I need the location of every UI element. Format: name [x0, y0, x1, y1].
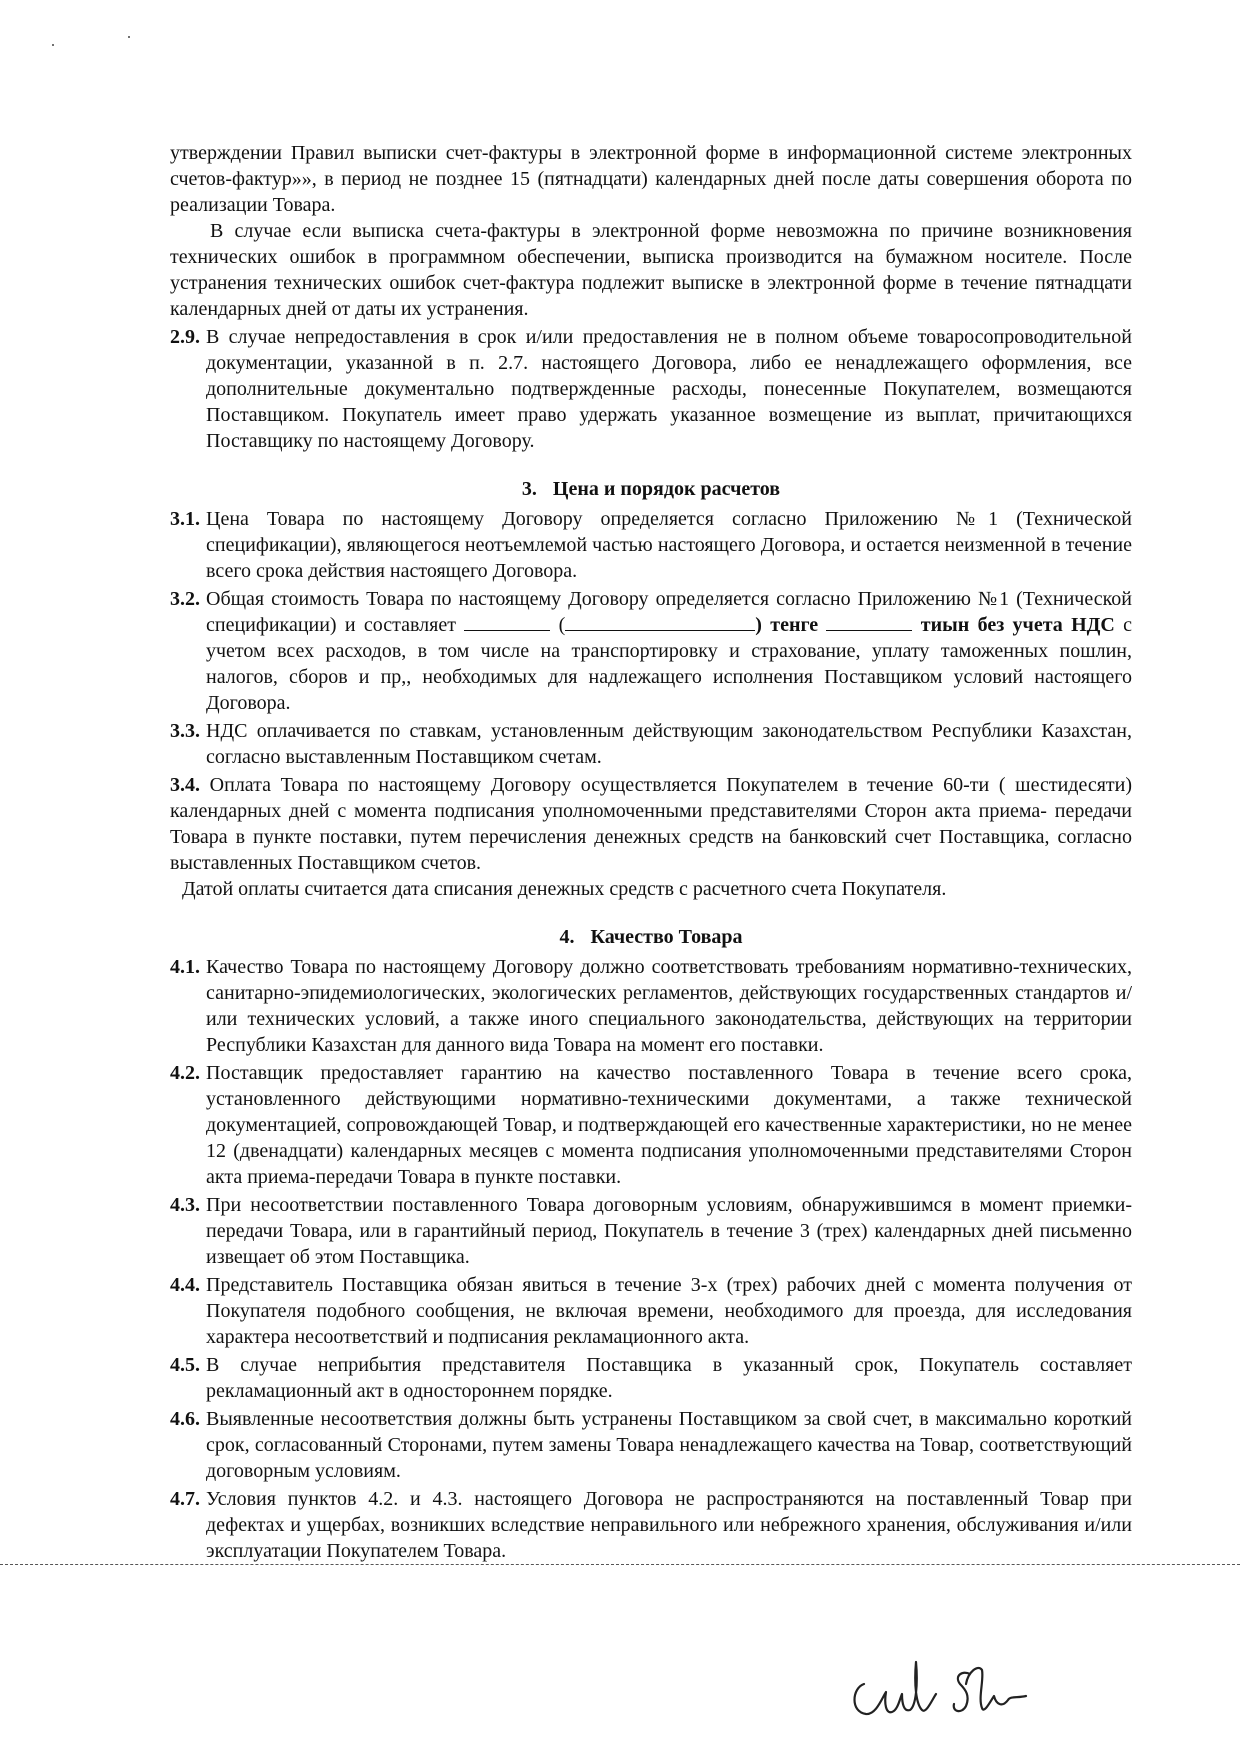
clause-text: Качество Товара по настоящему Договору должно соответствовать требованиям нормативно-технических, санитарно-эпидемиологических, экологических регламентов, действующих государственных стандартов и/или технических условий, а также иного специального законодательства, действующих на территории Республики Казахстан для данного вида Товара на момент его поставки. — [206, 956, 1132, 1056]
clause-text: Поставщик предоставляет гарантию на качество поставленного Товара в течение всего срока, установленного действующими нормативно-техническими документами, а также технической документацией, сопровождающей Товар, и подтверждающей его качественные характеристики, но не менее 12 (двенадцати) календарных месяцев с момента подписания уполномоченными представителями Сторон акта приема-передачи Товара в пункте поставки. — [206, 1062, 1132, 1188]
intro-paragraph-2: В случае если выписка счета-фактуры в электронной форме невозможна по причине возникновения технических ошибок в программном обеспечении, выписка производится на бумажном носителе. После устранения технических ошибок счет-фактура подлежит выписке в электронной форме в течение пятнадцати календарных дней от даты их устранения. — [170, 220, 1132, 320]
clause-number: 3.3. — [170, 720, 200, 742]
clause-4-2 — [170, 1060, 1132, 1190]
clause-3-3 — [170, 718, 1132, 770]
clause-number: 4.1. — [170, 956, 200, 978]
clause-3-1 — [170, 506, 1132, 584]
clause-number: 4.7. — [170, 1488, 200, 1510]
clause-number: 4.5. — [170, 1354, 200, 1376]
clause-number: 4.3. — [170, 1194, 200, 1216]
clause-4-7 — [170, 1486, 1132, 1564]
section-4-heading — [170, 924, 1132, 950]
clause-text: При несоответствии поставленного Товара договорным условиям, обнаружившимся в момент приемки-передачи Товара, или в гарантийный период, Покупатель в течение 3 (трех) календарных дней письменно извещает об этом Поставщика. — [206, 1194, 1132, 1268]
clause-number: 4.4. — [170, 1274, 200, 1296]
clause-text: Представитель Поставщика обязан явиться в течение 3-х (трех) рабочих дней с момента получения от Покупателя подобного сообщения, не включая времени, необходимого для проезда, для исследования характера несоответствий и подписания рекламационного акта. — [206, 1274, 1132, 1348]
clause-text: В случае неприбытия представителя Поставщика в указанный срок, Покупатель составляет рекламационный акт в одностороннем порядке. — [206, 1354, 1132, 1402]
clause-3-2 — [170, 586, 1132, 716]
section-number: 4. — [559, 926, 575, 948]
clause-4-1 — [170, 954, 1132, 1058]
signature-initials — [842, 1654, 1042, 1724]
clause-3-4 — [170, 772, 1132, 876]
page-cut-line — [0, 1564, 1240, 1565]
section-3-heading — [170, 476, 1132, 502]
tenge-label: ) тенге — [755, 614, 819, 636]
clause-number: 4.2. — [170, 1062, 200, 1084]
amount-words-blank[interactable] — [565, 612, 755, 631]
section-number: 3. — [521, 478, 537, 500]
clause-text: Оплата Товара по настоящему Договору осуществляется Покупателем в течение 60-ти ( шестидесяти) календарных дней с момента подписания уполномоченными представителями Сторон акта приема- передачи Товара в пункте поставки, путем перечисления денежных средств на банковский счет Поставщика, согласно выставленных Поставщиком счетов. — [170, 774, 1133, 874]
clause-4-5 — [170, 1352, 1132, 1404]
open-paren: ( — [558, 614, 566, 636]
clause-4-6 — [170, 1406, 1132, 1484]
amount-blank[interactable] — [464, 612, 550, 631]
scan-speck — [52, 44, 54, 46]
scan-speck — [128, 36, 130, 38]
clause-text-before: Общая стоимость Товара по настоящему Договору определяется согласно Приложению №1 (Технической спецификации) и составляет — [206, 588, 1132, 636]
intro-paragraph-1: утверждении Правил выписки счет-фактуры в электронной форме в информационной системе электронных счетов-фактур»», в период не позднее 15 (пятнадцати) календарных дней после даты совершения оборота по реализации Товара. — [170, 142, 1132, 216]
clause-text: Условия пунктов 4.2. и 4.3. настоящего Договора не распространяются на поставленный Товар при дефектах и ущербах, возникших вследствие неправильного или небрежного хранения, обслуживания и/или эксплуатации Покупателем Товара. — [206, 1488, 1132, 1562]
clause-text: В случае непредоставления в срок и/или предоставления не в полном объеме товаросопроводительной документации, указанной в п. 2.7. настоящего Договора, либо ее ненадлежащего оформления, все дополнительные документально подтвержденные расходы, понесенные Покупателем, возмещаются Поставщиком. Покупатель имеет право удержать указанное возмещение из выплат, причитающихся Поставщику по настоящему Договору. — [206, 326, 1132, 452]
clause-text-after: с учетом всех расходов, в том числе на транспортировку и страхование, уплату таможенных пошлин, налогов, сборов и пр,, необходимых для надлежащего исполнения Поставщиком условий настоящего Договора. — [206, 614, 1133, 714]
clause-number: 3.1. — [170, 508, 200, 530]
clause-text: Цена Товара по настоящему Договору определяется согласно Приложению №1 (Технической спецификации), являющегося неотъемлемой частью настоящего Договора, и остается неизменной в течение всего срока действия настоящего Договора. — [206, 508, 1132, 582]
document-body — [170, 140, 1132, 1566]
clause-4-4 — [170, 1272, 1132, 1350]
clause-text: Выявленные несоответствия должны быть устранены Поставщиком за свой счет, в максимально короткий срок, согласованный Сторонами, путем замены Товара ненадлежащего качества на Товар, соответствующий договорным условиям. — [206, 1408, 1132, 1482]
section-title: Цена и порядок расчетов — [552, 478, 781, 500]
payment-date-note: Датой оплаты считается дата списания денежных средств с расчетного счета Покупателя. — [182, 878, 947, 900]
clause-number: 2.9. — [170, 326, 200, 348]
tiyn-blank[interactable] — [826, 612, 912, 631]
section-title: Качество Товара — [590, 926, 743, 948]
clause-number: 4.6. — [170, 1408, 200, 1430]
clause-number: 3.2. — [170, 588, 200, 610]
clause-text: НДС оплачивается по ставкам, установленным действующим законодательством Республики Казахстан, согласно выставленным Поставщиком счетам. — [206, 720, 1132, 768]
clause-2-9 — [170, 324, 1132, 454]
clause-number: 3.4. — [170, 774, 200, 796]
vat-note: тиын без учета НДС — [920, 614, 1115, 636]
clause-4-3 — [170, 1192, 1132, 1270]
